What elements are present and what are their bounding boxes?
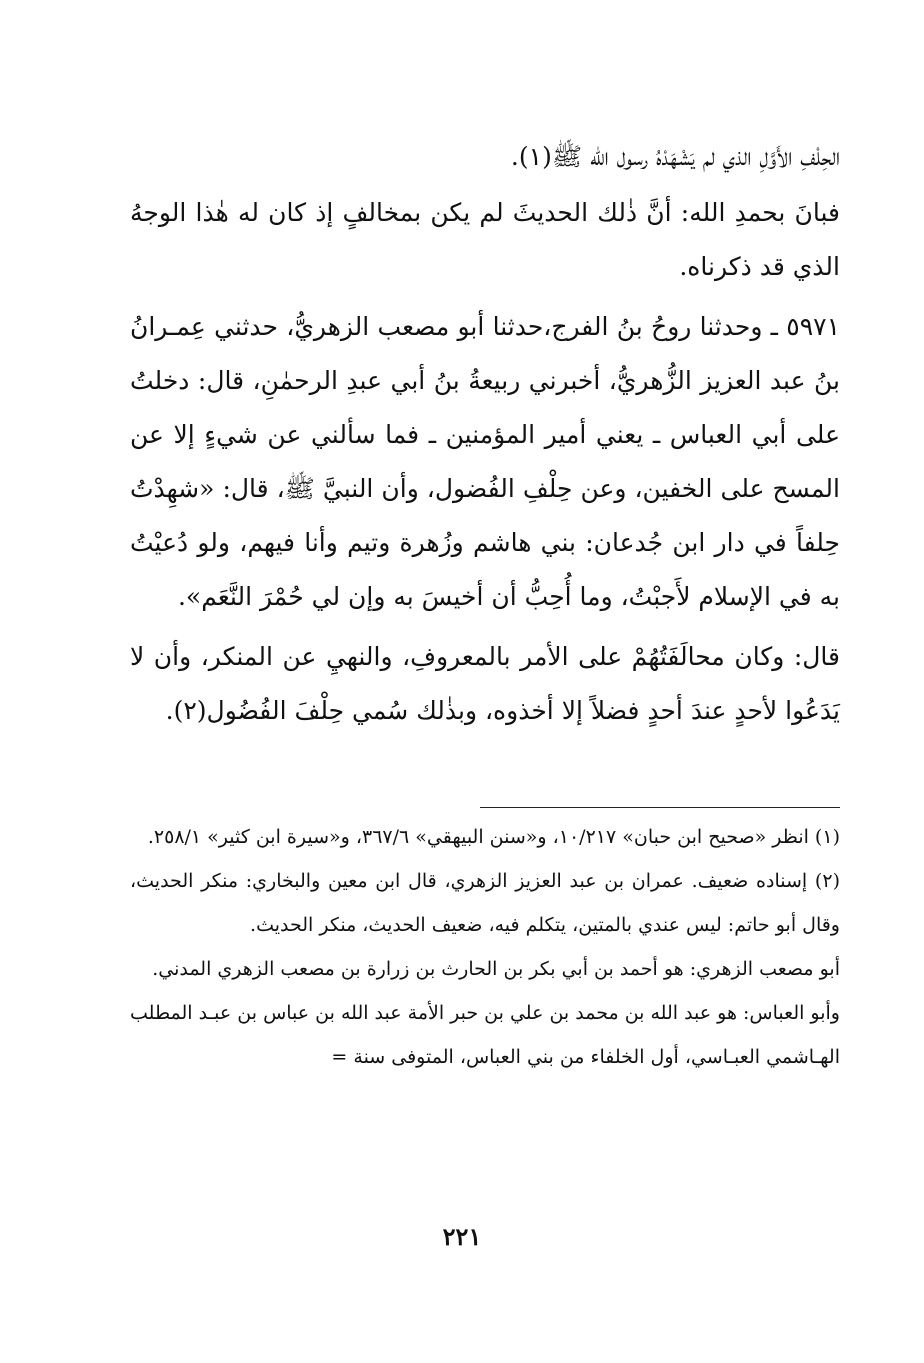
footnote-separator [480,807,840,808]
footnote-1: (١) انظر «صحيح ابن حبان» ١٠/٢١٧، و«سنن البيهقي» ٣٦٧/٦، و«سيرة ابن كثير» ٢٥٨/١. [147,826,840,848]
main-paragraph-2: فبانَ بحمدِ الله: أنَّ ذٰلك الحديثَ لم يكن بمخالفٍ إذ كان له هٰذا الوجهُ الذي قد ذكرناه. [130,198,840,281]
page-number: ٢٢١ [442,1222,482,1251]
main-paragraph-4: قال: وكان محالَفَتُهُمْ على الأمر بالمعروفِ، والنهيِ عن المنكر، وأن لا يَدَعُوا لأحدٍ عندَ أحدٍ فضلاً إلا أخذوه، وبذٰلك سُمي حِلْفَ الفُضُول(٢). [130,642,840,725]
footnotes [130,815,840,1079]
main-paragraph-1: الحِلْفِ الأَوَّلِ الذي لم يَشْهَدْهُ رسول الله ﷺ(١). [510,142,840,171]
hadith-paragraph: ٥٩٧١ ـ وحدثنا روحُ بنُ الفرج،حدثنا أبو مصعب الزهريُّ، حدثني عِمـرانُ بنُ عبد العزيز الزُّهريُّ، أخبرني ربيعةُ بنُ أبي عبدِ الرحمٰنِ، قال: دخلتُ على أبي العباس ـ يعني أمير المؤمنين ـ فما سألني عن شيءٍ إلا عن المسح على الخفين، وعن حِلْفِ الفُضول، وأن النبيَّ ﷺ، قال: «شهِدْتُ حِلفاً في دار ابن جُدعان: بني هاشم وزُهرة وتيم وأنا فيهم، ولو دُعيْتُ به في الإسلام لأَجبْتُ، وما أُحِبُّ أن أخيسَ به وإن لي حُمْرَ النَّعَم». [130,312,840,611]
footnote-2-continued-b: وأبو العباس: هو عبد الله بن محمد بن علي بن حبر الأمة عبد الله بن عباس بن عبـد المطلب الهـاشمي العبـاسي، أول الخلفاء من بني العباس، المتوفى سنة = [130,1002,840,1068]
main-text [130,130,840,744]
footnote-2-continued-a: أبو مصعب الزهري: هو أحمد بن أبي بكر بن الحارث بن زرارة بن مصعب الزهري المدني. [152,958,840,980]
footnote-2: (٢) إسناده ضعيف. عمران بن عبد العزيز الزهري، قال ابن معين والبخاري: منكر الحديث، وقال أبو حاتم: ليس عندي بالمتين، يتكلم فيه، ضعيف الحديث، منكر الحديث. [130,870,840,936]
